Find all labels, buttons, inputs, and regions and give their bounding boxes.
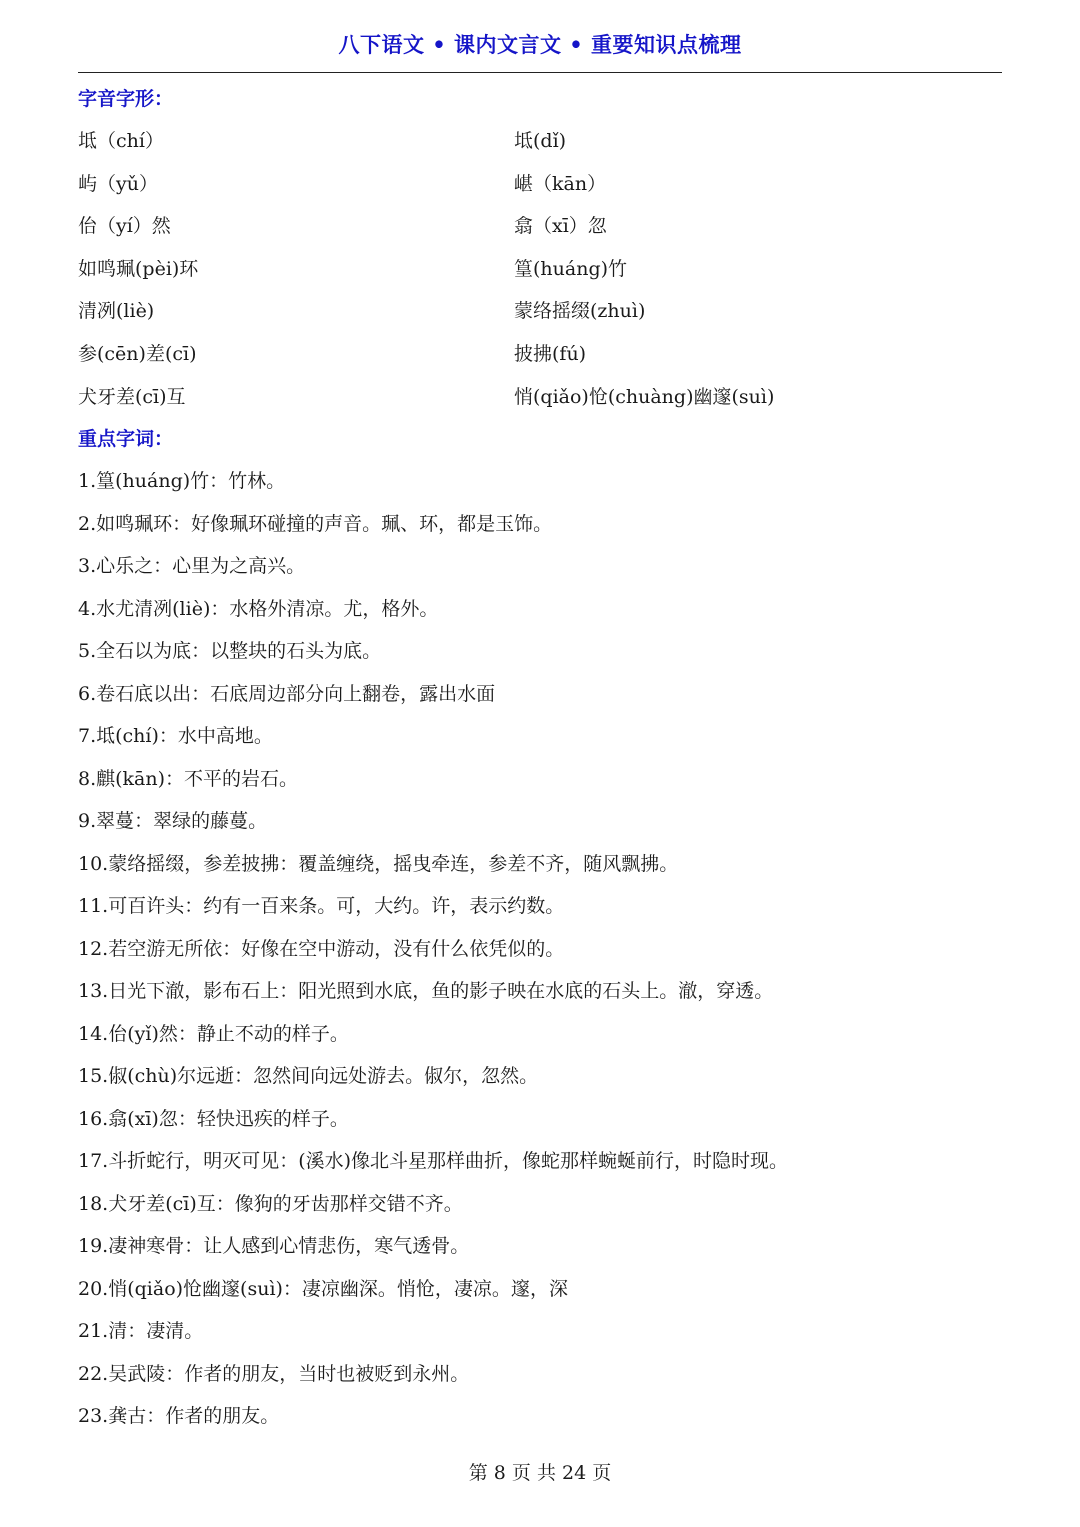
- document-body: [78, 78, 1002, 1438]
- vocabulary-item: 22.吴武陵：作者的朋友，当时也被贬到永州。: [78, 1362, 470, 1385]
- vocabulary-item: 16.翕(xī)忽：轻快迅疾的样子。: [78, 1107, 349, 1130]
- pronunciation-item: 披拂(fú): [514, 342, 587, 365]
- pronunciation-item: 篁(huáng)竹: [514, 257, 628, 280]
- pronunciation-item: 佁（yí）然: [78, 215, 171, 238]
- vocabulary-item: 12.若空游无所依：好像在空中游动，没有什么依凭似的。: [78, 937, 565, 960]
- vocabulary-item: 1.篁(huáng)竹：竹林。: [78, 470, 286, 493]
- pronunciation-item: 如鸣珮(pèi)环: [78, 257, 199, 280]
- vocabulary-item: 2.如鸣珮环：好像珮环碰撞的声音。珮、环，都是玉饰。: [78, 512, 553, 535]
- vocabulary-item: 6.卷石底以出：石底周边部分向上翻卷，露出水面: [78, 682, 496, 705]
- pronunciation-item: 参(cēn)差(cī): [78, 342, 197, 365]
- vocabulary-heading: 重点字词：: [78, 428, 174, 451]
- pronunciation-item: 犬牙差(cī)互: [78, 385, 186, 408]
- vocabulary-item: 18.犬牙差(cī)互：像狗的牙齿那样交错不齐。: [78, 1192, 463, 1215]
- vocabulary-item: 4.水尤清冽(liè)：水格外清凉。尤，格外。: [78, 597, 439, 620]
- vocabulary-item: 9.翠蔓：翠绿的藤蔓。: [78, 810, 268, 833]
- vocabulary-item: 23.龚古：作者的朋友。: [78, 1405, 280, 1428]
- vocabulary-item: 17.斗折蛇行，明灭可见：(溪水)像北斗星那样曲折，像蛇那样蜿蜒前行，时隐时现。: [78, 1150, 789, 1173]
- pronunciation-item: 蒙络摇缀(zhuì): [514, 300, 646, 323]
- vocabulary-item: 14.佁(yǐ)然：静止不动的样子。: [78, 1022, 349, 1045]
- pronunciation-item: 嵁（kān）: [514, 172, 607, 195]
- pronunciation-item: 翕（xī）忽: [514, 215, 607, 238]
- pronunciation-item: 清冽(liè): [78, 300, 155, 323]
- vocabulary-item: 10.蒙络摇缀，参差披拂：覆盖缠绕，摇曳牵连，参差不齐，随风飘拂。: [78, 852, 679, 875]
- vocabulary-item: 21.清：凄清。: [78, 1320, 204, 1343]
- vocabulary-item: 5.全石以为底：以整块的石头为底。: [78, 640, 382, 663]
- pronunciation-item: 坻（chí）: [78, 130, 164, 152]
- vocabulary-item: 8.麒(kān)：不平的岩石。: [78, 767, 299, 790]
- page-number-footer: 第 8 页 共 24 页: [468, 1462, 612, 1484]
- document-title: 八下语文 • 课内文言文 • 重要知识点梳理: [338, 32, 742, 57]
- pronunciation-item: 坻(dǐ): [514, 130, 567, 152]
- pronunciation-grid: [78, 120, 1002, 418]
- pronunciation-heading: 字音字形：: [78, 88, 174, 110]
- vocabulary-item: 19.凄神寒骨：让人感到心情悲伤，寒气透骨。: [78, 1235, 470, 1258]
- vocabulary-item: 20.悄(qiǎo)怆幽邃(suì)：凄凉幽深。悄怆，凄凉。邃，深: [78, 1277, 568, 1300]
- vocabulary-list: [78, 460, 1002, 1438]
- page-header: [78, 28, 1002, 73]
- vocabulary-item: 11.可百许头：约有一百来条。可，大约。许，表示约数。: [78, 895, 565, 918]
- pronunciation-item: 悄(qiǎo)怆(chuàng)幽邃(suì): [514, 385, 775, 408]
- vocabulary-item: 3.心乐之：心里为之高兴。: [78, 555, 306, 578]
- vocabulary-item: 15.俶(chù)尔远逝：忽然间向远处游去。俶尔，忽然。: [78, 1065, 539, 1088]
- pronunciation-item: 屿（yǔ）: [78, 172, 158, 195]
- vocabulary-item: 7.坻(chí)：水中高地。: [78, 725, 273, 748]
- vocabulary-item: 13.日光下澈，影布石上：阳光照到水底，鱼的影子映在水底的石头上。澈，穿透。: [78, 980, 774, 1003]
